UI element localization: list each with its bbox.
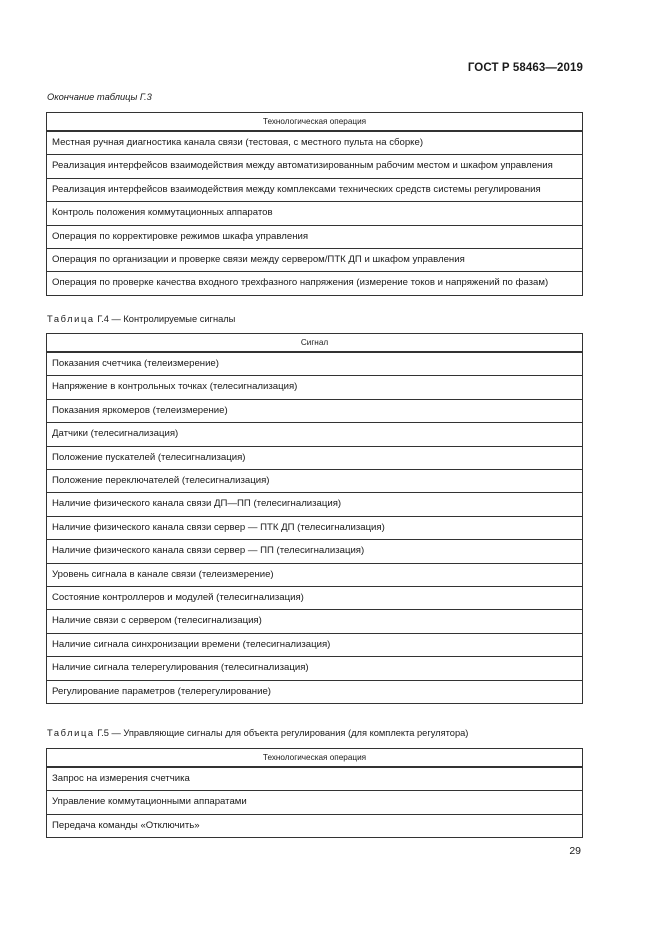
table-row: Напряжение в контрольных точках (телесигнализация) — [47, 376, 583, 399]
table-row: Положение пускателей (телесигнализация) — [47, 446, 583, 469]
table-g3-column-header: Технологическая операция — [47, 113, 583, 132]
table-row: Датчики (телесигнализация) — [47, 423, 583, 446]
page-number: 29 — [569, 845, 581, 857]
table-row: Передача команды «Отключить» — [47, 814, 583, 837]
table-row: Местная ручная диагностика канала связи (тестовая, с местного пульта на сборке) — [47, 131, 583, 155]
table-g5-column-header: Технологическая операция — [47, 749, 583, 768]
table-row: Запрос на измерения счетчика — [47, 767, 583, 791]
table-g3-caption: Окончание таблицы Г.3 — [47, 92, 152, 102]
table-g4-column-header: Сигнал — [47, 334, 583, 353]
table-g3 — [46, 112, 583, 296]
table-row: Реализация интерфейсов взаимодействия между комплексами технических средств системы регулирования — [47, 178, 583, 201]
table-g4-caption — [47, 314, 235, 324]
table-row: Положение переключателей (телесигнализация) — [47, 470, 583, 493]
table-row: Операция по проверке качества входного трехфазного напряжения (измерение токов и напряжений по фазам) — [47, 272, 583, 295]
table-row: Наличие сигнала телерегулирования (телесигнализация) — [47, 657, 583, 680]
table-row: Наличие физического канала связи сервер — ПП (телесигнализация) — [47, 540, 583, 563]
table-row: Показания яркомеров (телеизмерение) — [47, 399, 583, 422]
table-title: Г.5 — Управляющие сигналы для объекта регулирования (для комплекта регулятора) — [97, 728, 469, 738]
table-row: Наличие физического канала связи ДП—ПП (телесигнализация) — [47, 493, 583, 516]
table-row: Операция по организации и проверке связи между сервером/ПТК ДП и шкафом управления — [47, 249, 583, 272]
table-row: Наличие связи с сервером (телесигнализация) — [47, 610, 583, 633]
table-row: Наличие физического канала связи сервер — ПТК ДП (телесигнализация) — [47, 516, 583, 539]
table-row: Реализация интерфейсов взаимодействия между автоматизированным рабочим местом и шкафом управления — [47, 155, 583, 178]
table-row: Уровень сигнала в канале связи (телеизмерение) — [47, 563, 583, 586]
table-row: Управление коммутационными аппаратами — [47, 791, 583, 814]
table-row: Регулирование параметров (телерегулирование) — [47, 680, 583, 703]
table-g4 — [46, 333, 583, 704]
table-row: Наличие сигнала синхронизации времени (телесигнализация) — [47, 633, 583, 656]
table-g5-caption — [47, 728, 468, 738]
table-row: Контроль положения коммутационных аппаратов — [47, 202, 583, 225]
standard-number: ГОСТ Р 58463—2019 — [467, 62, 583, 74]
table-label: Таблица — [47, 314, 95, 324]
table-title: Г.4 — Контролируемые сигналы — [97, 314, 236, 324]
table-row: Состояние контроллеров и модулей (телесигнализация) — [47, 587, 583, 610]
table-label: Таблица — [47, 728, 95, 738]
table-g5 — [46, 748, 583, 838]
table-row: Показания счетчика (телеизмерение) — [47, 352, 583, 376]
table-row: Операция по корректировке режимов шкафа управления — [47, 225, 583, 248]
